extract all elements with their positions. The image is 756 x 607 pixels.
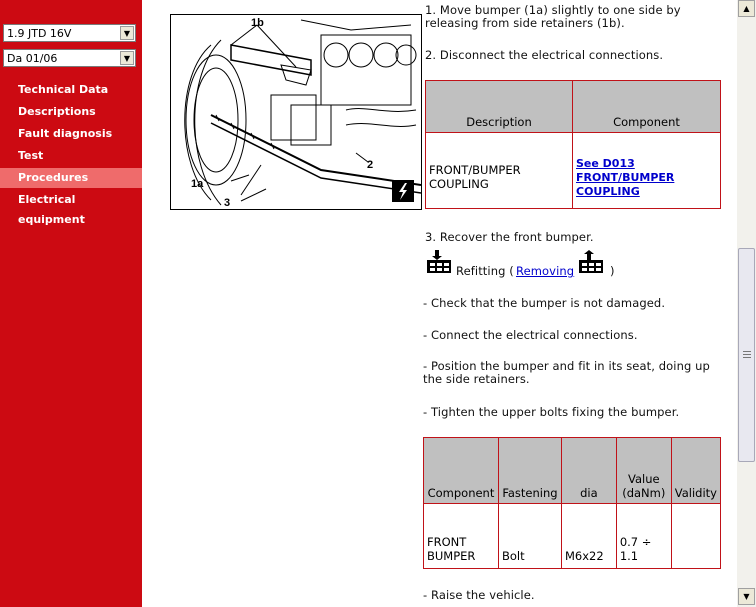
scroll-down-icon[interactable]: ▼	[738, 588, 755, 605]
date-select-value: Da 01/06	[7, 52, 58, 65]
engine-select-value: 1.9 JTD 16V	[7, 27, 72, 40]
chevron-down-icon[interactable]: ▼	[120, 26, 134, 40]
torque-cell-component: FRONT BUMPER	[424, 504, 499, 569]
sidebar-item-electrical-equipment[interactable]: Electrical equipment	[18, 193, 85, 226]
refitting-label: Refitting (	[456, 264, 514, 278]
figure-label-2: 2	[367, 159, 374, 171]
sidebar	[0, 0, 142, 607]
engine-select[interactable]	[3, 24, 136, 42]
table-cell-component	[573, 133, 721, 209]
torque-header-value: Value (daNm)	[616, 438, 671, 504]
table-header-component: Component	[573, 81, 721, 133]
figure-label-1a: 1a	[191, 178, 204, 190]
check-3-text: - Position the bumper and fit in its seat, doing up the side retainers.	[423, 359, 710, 386]
component-table	[425, 80, 721, 209]
sidebar-item-technical-data[interactable]: Technical Data	[18, 83, 109, 96]
close-paren: )	[610, 264, 615, 278]
torque-cell-fastening: Bolt	[498, 504, 561, 569]
sidebar-item-test[interactable]: Test	[18, 149, 44, 162]
check-2-text: - Connect the electrical connections.	[423, 328, 638, 342]
removing-link[interactable]: Removing	[516, 264, 575, 278]
see-d013-link[interactable]: See D013 FRONT/BUMPER COUPLING	[576, 156, 675, 198]
torque-cell-validity	[671, 504, 720, 569]
step-1-text: 1. Move bumper (1a) slightly to one side by releasing from side retainers (1b).	[425, 3, 681, 30]
check-1-text: - Check that the bumper is not damaged.	[423, 296, 666, 310]
chevron-down-icon[interactable]: ▼	[120, 51, 134, 65]
check-4-text: - Tighten the upper bolts fixing the bumper.	[423, 405, 680, 419]
sidebar-item-fault-diagnosis[interactable]: Fault diagnosis	[18, 127, 113, 140]
torque-header-fastening: Fastening	[498, 438, 561, 504]
torque-header-dia: dia	[561, 438, 616, 504]
scroll-up-icon[interactable]: ▲	[738, 0, 755, 17]
figure-label-3: 3	[224, 197, 231, 209]
date-select[interactable]	[3, 49, 136, 67]
step-2-text: 2. Disconnect the electrical connections.	[425, 48, 664, 62]
figure-label-1b: 1b	[251, 17, 264, 29]
table-cell-description: FRONT/BUMPER COUPLING	[426, 133, 573, 209]
step-3-text: 3. Recover the front bumper.	[425, 230, 594, 244]
torque-header-component: Component	[424, 438, 499, 504]
table-header-description: Description	[426, 81, 573, 133]
raise-vehicle-text: - Raise the vehicle.	[423, 588, 535, 602]
refitting-icon	[425, 250, 455, 274]
sidebar-item-procedures[interactable]: Procedures	[0, 168, 142, 188]
bumper-diagram-drawing	[171, 15, 421, 209]
vertical-scrollbar[interactable]	[737, 0, 756, 607]
torque-cell-dia: M6x22	[561, 504, 616, 569]
bumper-diagram	[170, 14, 422, 210]
scrollbar-thumb[interactable]	[738, 248, 755, 462]
torque-table	[423, 437, 721, 569]
torque-header-validity: Validity	[671, 438, 720, 504]
sidebar-divider	[142, 0, 144, 607]
torque-cell-value: 0.7 ÷ 1.1	[616, 504, 671, 569]
sidebar-item-descriptions[interactable]: Descriptions	[18, 105, 96, 118]
removing-icon	[577, 250, 607, 274]
